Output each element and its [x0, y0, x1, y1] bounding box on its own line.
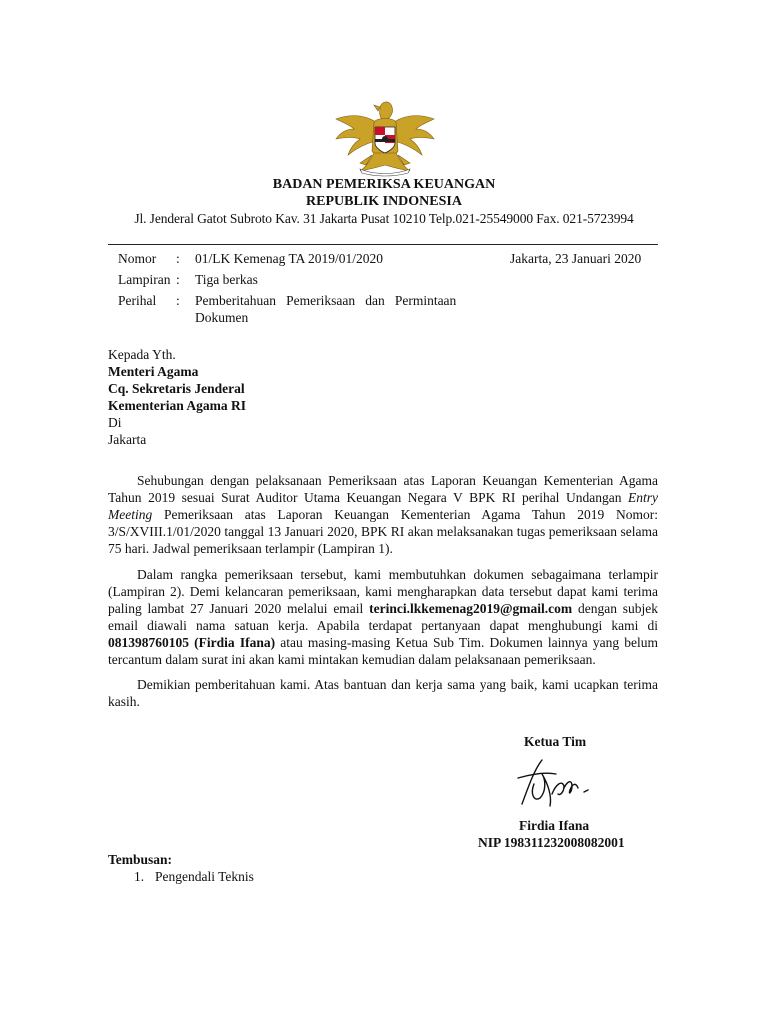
handwritten-signature [512, 754, 602, 810]
cc-heading: Tembusan: [108, 852, 173, 867]
perihal-value-line1: Pemberitahuan Pemeriksaan dan Permintaan [195, 293, 457, 308]
contact-email: terinci.lkkemenag2019@gmail.com [369, 601, 573, 616]
perihal-label: Perihal [118, 293, 157, 308]
nomor-value: 01/LK Kemenag TA 2019/01/2020 [195, 251, 384, 266]
garuda-emblem-icon [330, 95, 440, 177]
nomor-colon: : [176, 251, 180, 266]
body-paragraph-2: Dalam rangka pemeriksaan tersebut, kami membutuhkan dokumen sebagaimana terlampir (Lampiran 2). Demi kelancaran pemeriksaan, kami mengharapkan data tersebut dapat kami terima paling lambat 27 Januari 2020 melalui email terinci.lkkemenag2019@gmail.com dengan subjek email diawali nama satuan kerja. Apabila terdapat pertanyaan dapat menghubungi kami di 081398760105 (Firdia Ifana) atau masing-masing Ketua Sub Tim. Dokumen lainnya yang belum tercantum dalam surat ini akan kami mintakan kemudian dalam pelaksanaan pemeriksaan. [108, 567, 659, 667]
lampiran-value: Tiga berkas [195, 272, 258, 287]
country-name: REPUBLIK INDONESIA [306, 194, 462, 209]
entry-meeting-text: Entry Meeting [108, 490, 658, 522]
lampiran-colon: : [176, 272, 180, 287]
contact-phone: 081398760105 (Firdia Ifana) [108, 635, 276, 650]
cc-item-number: 1. [134, 869, 145, 884]
signatory-title: Ketua Tim [524, 734, 587, 749]
org-address: Jl. Jenderal Gatot Subroto Kav. 31 Jakarta Pusat 10210 Telp.021-25549000 Fax. 021-5723994 [134, 211, 634, 226]
nomor-label: Nomor [118, 251, 157, 266]
signatory-nip: NIP 198311232008082001 [478, 835, 625, 850]
body-paragraph-3: Demikian pemberitahuan kami. Atas bantuan dan kerja sama yang baik, kami ucapkan terima kasih. [108, 677, 658, 709]
perihal-colon: : [176, 293, 180, 308]
recipient-city: Jakarta [108, 432, 147, 447]
lampiran-label: Lampiran [118, 272, 171, 287]
recipient-di: Di [108, 415, 122, 430]
recipient-secretary: Cq. Sekretaris Jenderal [108, 381, 245, 396]
recipient-greeting: Kepada Yth. [108, 347, 176, 362]
org-name: BADAN PEMERIKSA KEUANGAN [272, 177, 496, 192]
header-divider [108, 244, 658, 245]
cc-item-text: Pengendali Teknis [155, 869, 254, 884]
perihal-value-line2: Dokumen [195, 310, 249, 325]
letter-date: Jakarta, 23 Januari 2020 [510, 251, 642, 266]
signatory-name: Firdia Ifana [519, 818, 590, 833]
recipient-ministry: Kementerian Agama RI [108, 398, 246, 413]
body-paragraph-1: Sehubungan dengan pelaksanaan Pemeriksaan atas Laporan Keuangan Kementerian Agama Tahun 2019 sesuai Surat Auditor Utama Keuangan Negara V BPK RI perihal Undangan Entry Meeting Pemeriksaan atas Laporan Keuangan Kementerian Agama Tahun 2019 Nomor: 3/S/XVIII.1/01/2020 tanggal 13 Januari 2020, BPK RI akan melaksanakan tugas pemeriksaan selama 75 hari. Jadwal pemeriksaan terlampir (Lampiran 1). [108, 473, 658, 556]
recipient-minister: Menteri Agama [108, 364, 199, 379]
